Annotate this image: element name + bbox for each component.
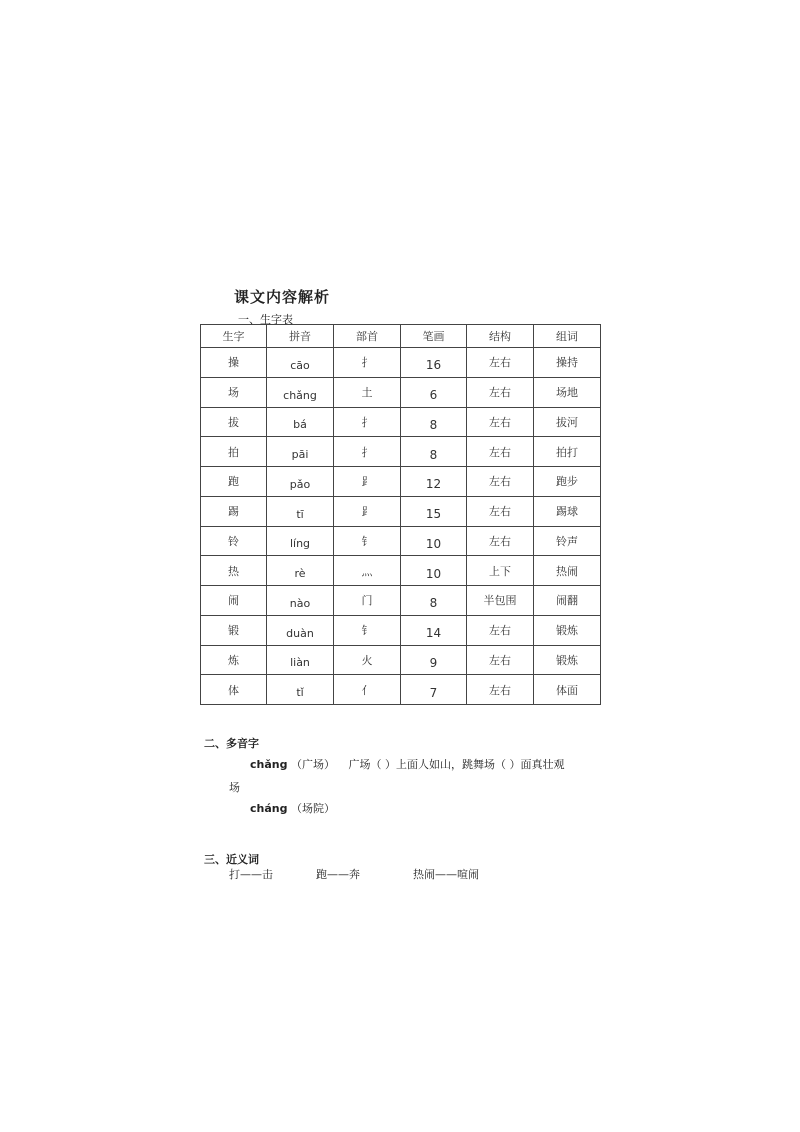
word-cell: 锻炼 [534,645,601,675]
character-cell: 炼 [201,645,267,675]
table-row [201,437,601,467]
character-cell: 锻 [201,615,267,645]
word-cell: 拍打 [534,437,601,467]
pinyin-cell: nào [267,586,334,616]
stroke-count-cell: 8 [401,437,467,467]
structure-cell: 左右 [467,407,534,437]
word-cell: 闹翻 [534,586,601,616]
header-cell: 生字 [201,325,267,348]
pinyin-cell: chǎng [267,377,334,407]
example-sentence: 广场（ ）上面人如山，跳舞场（ ）面真壮观 [348,758,565,771]
table-row [201,377,601,407]
table-row [201,645,601,675]
character-cell: 场 [201,377,267,407]
pinyin-cell: duàn [267,615,334,645]
word-cell: 热闹 [534,556,601,586]
stroke-count-cell: 16 [401,348,467,378]
word-cell: 拔河 [534,407,601,437]
table-header-row [201,325,601,348]
radical-cell: 扌 [334,407,401,437]
structure-cell: 左右 [467,615,534,645]
polyphone-line-wrap: 场 [229,781,240,794]
stroke-count-cell: 8 [401,407,467,437]
character-cell: 体 [201,675,267,705]
stroke-count-cell: 6 [401,377,467,407]
header-cell: 结构 [467,325,534,348]
polyphone-line-1 [250,756,564,772]
table-row [201,496,601,526]
stroke-count-cell: 7 [401,675,467,705]
synonym-pair: 打——击 [229,868,273,881]
word-cell: 跑步 [534,467,601,497]
radical-cell: 钅 [334,615,401,645]
radical-cell: 火 [334,645,401,675]
character-cell: 热 [201,556,267,586]
stroke-count-cell: 10 [401,556,467,586]
page-title: 课文内容解析 [234,288,331,306]
radical-cell: 门 [334,586,401,616]
pinyin-cell: tǐ [267,675,334,705]
header-cell: 组词 [534,325,601,348]
stroke-count-cell: 14 [401,615,467,645]
word-cell: 操持 [534,348,601,378]
structure-cell: 左右 [467,645,534,675]
structure-cell: 左右 [467,496,534,526]
structure-cell: 左右 [467,348,534,378]
word-cell: 锻炼 [534,615,601,645]
pinyin-label: cháng [250,802,288,815]
character-cell: 拍 [201,437,267,467]
structure-cell: 左右 [467,675,534,705]
structure-cell: 左右 [467,437,534,467]
section-heading-characters: 一、生字表 [238,313,293,326]
word-cell: 场地 [534,377,601,407]
character-cell: 踢 [201,496,267,526]
table-row [201,586,601,616]
radical-cell: 钅 [334,526,401,556]
radical-cell: 扌 [334,437,401,467]
character-cell: 跑 [201,467,267,497]
header-cell: 部首 [334,325,401,348]
pinyin-cell: pāi [267,437,334,467]
stroke-count-cell: 8 [401,586,467,616]
table-row [201,675,601,705]
structure-cell: 半包围 [467,586,534,616]
character-cell: 拔 [201,407,267,437]
example-word: （广场） [290,758,335,771]
structure-cell: 左右 [467,377,534,407]
word-cell: 体面 [534,675,601,705]
pinyin-cell: bá [267,407,334,437]
structure-cell: 左右 [467,467,534,497]
stroke-count-cell: 10 [401,526,467,556]
header-cell: 拼音 [267,325,334,348]
table-row [201,615,601,645]
table-row [201,348,601,378]
pinyin-cell: rè [267,556,334,586]
table-row [201,556,601,586]
synonym-pair: 跑——奔 [316,868,360,881]
structure-cell: 左右 [467,526,534,556]
radical-cell: ⻊ [334,496,401,526]
pinyin-cell: tī [267,496,334,526]
character-cell: 闹 [201,586,267,616]
table-row [201,467,601,497]
character-cell: 铃 [201,526,267,556]
table-row [201,407,601,437]
stroke-count-cell: 9 [401,645,467,675]
character-cell: 操 [201,348,267,378]
stroke-count-cell: 15 [401,496,467,526]
radical-cell: 亻 [334,675,401,705]
table-row [201,526,601,556]
synonym-pair: 热闹——喧闹 [413,868,479,881]
word-cell: 踢球 [534,496,601,526]
pinyin-cell: pǎo [267,467,334,497]
section-heading-synonyms: 三、近义词 [204,853,259,866]
example-word: （场院） [290,802,335,815]
section-heading-polyphones: 二、多音字 [204,737,259,750]
polyphone-line-2 [250,800,335,816]
structure-cell: 上下 [467,556,534,586]
pinyin-cell: cāo [267,348,334,378]
pinyin-cell: liàn [267,645,334,675]
radical-cell: 土 [334,377,401,407]
header-cell: 笔画 [401,325,467,348]
character-table [200,324,601,705]
stroke-count-cell: 12 [401,467,467,497]
radical-cell: 扌 [334,348,401,378]
word-cell: 铃声 [534,526,601,556]
pinyin-label: chǎng [250,758,288,771]
radical-cell: ⻊ [334,467,401,497]
pinyin-cell: líng [267,526,334,556]
radical-cell: 灬 [334,556,401,586]
